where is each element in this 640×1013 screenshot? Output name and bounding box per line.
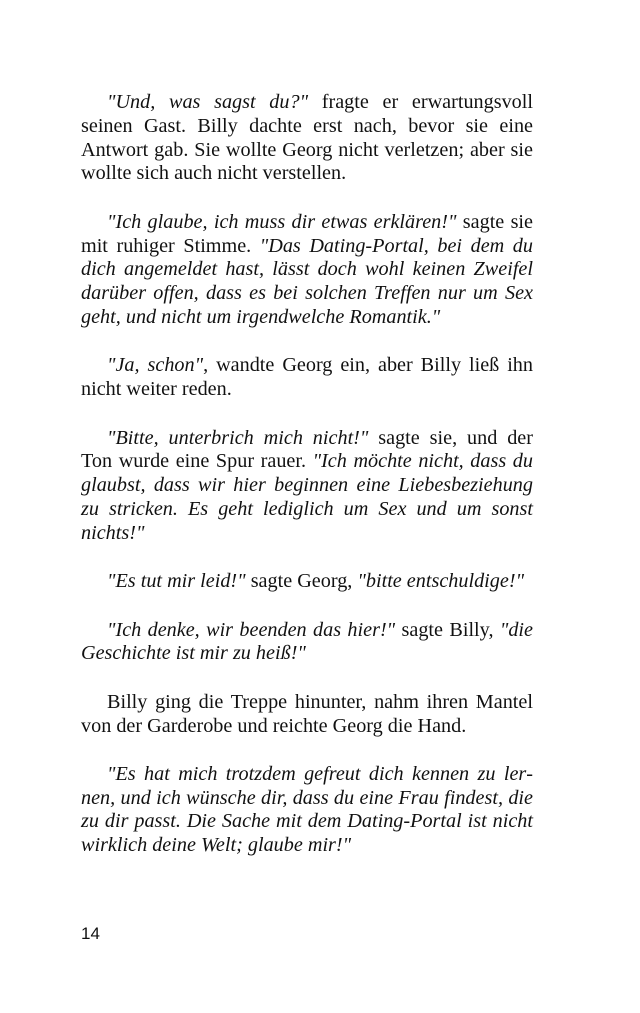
dialogue-quote: "bitte entschuldige!"	[357, 570, 525, 593]
paragraph-2	[81, 211, 533, 330]
paragraph-4	[81, 427, 533, 546]
dialogue-quote: "die Geschichte ist mir zu heiß!"	[81, 618, 533, 665]
narration-text: , wandte Georg ein, aber Billy ließ ihn nicht weiter reden.	[81, 354, 533, 401]
paragraph-spacer	[81, 546, 533, 571]
dialogue-quote: "Es tut mir leid!"	[107, 570, 246, 593]
dialogue-quote: "Ich denke, wir beenden das hier!"	[107, 618, 396, 641]
paragraph-1	[81, 91, 533, 186]
paragraph-5	[81, 570, 533, 594]
narration-text: Billy ging die Treppe hinunter, nahm ihren Mantel von der Garderobe und reichte Georg die Hand.	[81, 690, 533, 737]
narration-text: fragte er erwartungsvoll seinen Gast. Billy dachte erst nach, bevor sie eine Antwort gab. Sie wollte Georg nicht verletzen; aber sie wollte sich auch nicht verstellen.	[81, 91, 533, 185]
narration-text: sagte sie mit ruhiger Stimme.	[81, 210, 533, 257]
paragraph-3	[81, 354, 533, 402]
dialogue-quote: "Und, was sagst du?"	[107, 91, 309, 113]
page-body	[81, 91, 533, 858]
narration-text: sagte sie, und der Ton wurde eine Spur rauer.	[81, 426, 533, 473]
paragraph-spacer	[81, 738, 533, 763]
dialogue-quote: "Bitte, unterbrich mich nicht!"	[107, 426, 369, 449]
narration-text: sagte Georg,	[245, 570, 358, 593]
page-number: 14	[81, 924, 100, 943]
paragraph-7	[81, 691, 533, 739]
narration-text: sagte Billy,	[395, 618, 500, 641]
paragraph-spacer	[81, 186, 533, 211]
paragraph-spacer	[81, 666, 533, 691]
paragraph-spacer	[81, 330, 533, 355]
dialogue-quote: "Ich glaube, ich muss dir etwas erklären!"	[107, 210, 457, 233]
dialogue-quote: "Ich möchte nicht, dass du glaubst, dass wir hier beginnen eine Liebesbeziehung zu stricken. Es geht lediglich um Sex und um sonst nichts!"	[81, 450, 533, 544]
paragraph-spacer	[81, 594, 533, 619]
dialogue-quote: "Das Dating-Portal, bei dem du dich angemeldet hast, lässt doch wohl keinen Zweifel darüber offen, dass es bei solchen Treffen nur um Sex geht, und nicht um irgendwelche Romantik."	[81, 234, 533, 328]
dialogue-quote: "Ja, schon"	[107, 354, 204, 377]
paragraph-6	[81, 619, 533, 667]
paragraph-8	[81, 763, 533, 858]
dialogue-quote: "Es hat mich trotzdem gefreut dich kennen zu lernen, und ich wünsche dir, dass du eine Frau findest, die zu dir passt. Die Sache mit dem Dating-Portal ist nicht wirklich deine Welt; glaube mir!"	[81, 762, 533, 857]
paragraph-spacer	[81, 402, 533, 427]
